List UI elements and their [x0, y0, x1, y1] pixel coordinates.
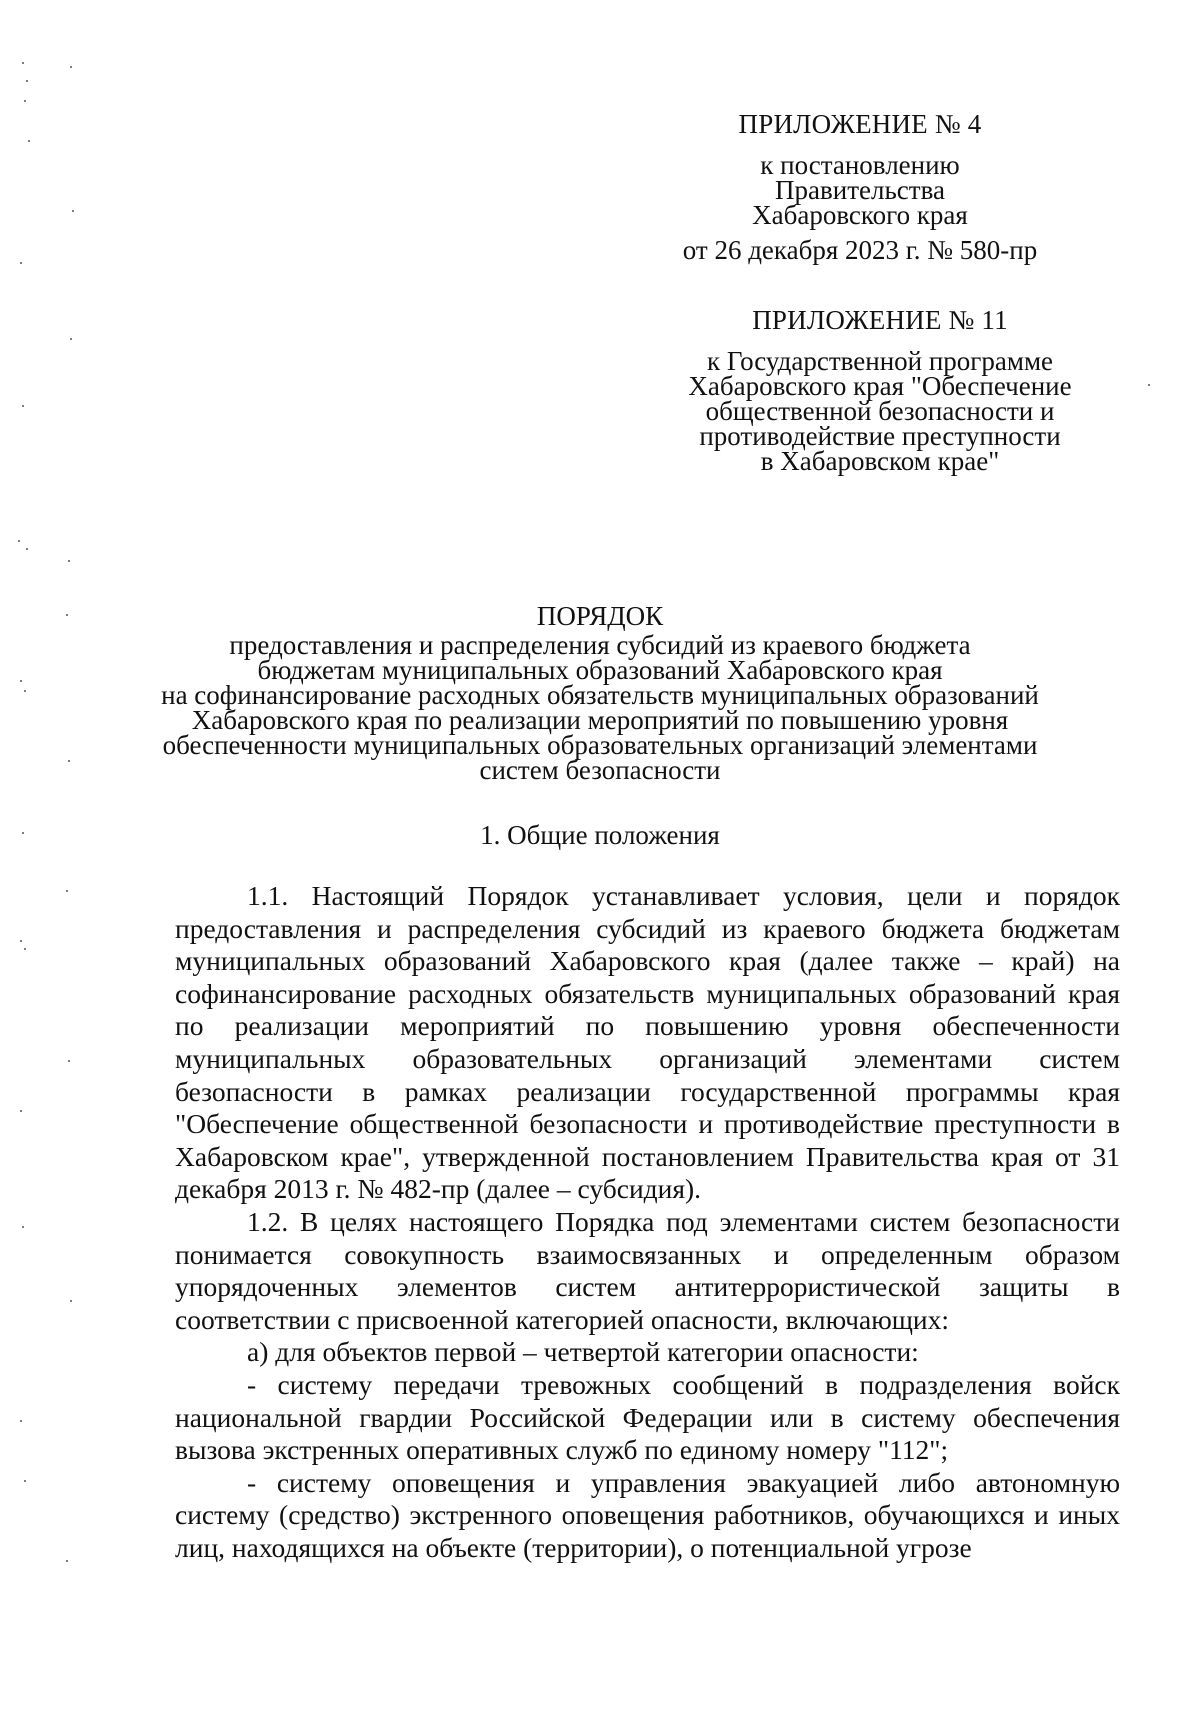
order-title-block	[150, 601, 1050, 785]
scan-speck	[20, 680, 22, 682]
scan-speck	[18, 540, 20, 542]
order-title-line-3: на софинансирование расходных обязательств муниципальных образований	[161, 680, 1039, 710]
list-item-a: а) для объектов первой – четвертой категории опасности:	[247, 1336, 919, 1368]
dash-item-2: - систему оповещения и управления эвакуацией либо автономную систему (средство) экстренного оповещения работников, обучающихся и иных лиц, находящихся на объекте (территории), о потенциальной угрозе	[175, 1466, 1120, 1563]
scan-speck	[1148, 384, 1150, 386]
scan-speck	[20, 940, 22, 942]
scan-speck	[22, 1226, 24, 1228]
scan-speck	[70, 66, 72, 68]
annex-11-line-4: противодействие преступности	[699, 421, 1061, 451]
order-title-line-2: бюджетам муниципальных образований Хабаровского края	[257, 655, 943, 685]
scan-speck	[24, 690, 26, 692]
dash-item-1: - систему передачи тревожных сообщений в подразделения войск национальной гвардии Российской Федерации или в систему обеспечения вызова экстренных оперативных служб по единому номеру "112";	[175, 1368, 1120, 1466]
order-title-line-1: предоставления и распределения субсидий из краевого бюджета	[229, 630, 971, 660]
section-1-heading: 1. Общие положения	[480, 820, 720, 850]
scan-speck	[66, 1560, 68, 1562]
scan-speck	[68, 560, 70, 562]
annex-11-title: ПРИЛОЖЕНИЕ № 11	[752, 305, 1008, 335]
scan-speck	[24, 948, 26, 950]
annex-11-line-5: в Хабаровском крае"	[760, 446, 1000, 476]
scan-speck	[24, 1480, 26, 1482]
scan-speck	[24, 100, 26, 102]
scan-speck	[22, 62, 24, 64]
order-title-line-4: Хабаровского края по реализации мероприятий по повышению уровня	[191, 705, 1009, 735]
scan-speck	[72, 210, 74, 212]
scan-speck	[20, 262, 22, 264]
annex-11-line-2: Хабаровского края "Обеспечение	[688, 371, 1072, 401]
scan-speck	[20, 1110, 22, 1112]
scan-speck	[26, 80, 28, 82]
scan-speck	[66, 890, 68, 892]
annex-4-block	[655, 109, 1065, 265]
scan-speck	[28, 140, 30, 142]
scan-speck	[68, 1060, 70, 1062]
annex-11-block	[650, 305, 1110, 476]
scan-speck	[66, 614, 68, 616]
scan-speck	[70, 338, 72, 340]
annex-11-line-3: общественной безопасности и	[705, 396, 1055, 426]
document-body	[175, 880, 1120, 1564]
annex-4-line-1: к постановлению	[760, 150, 960, 180]
scan-speck	[26, 548, 28, 550]
scan-speck	[22, 405, 24, 407]
annex-4-date-line: от 26 декабря 2023 г. № 580-пр	[682, 235, 1038, 265]
annex-4-line-3: Хабаровского края	[752, 200, 968, 230]
paragraph-1-1: 1.1. Настоящий Порядок устанавливает условия, цели и порядок предоставления и распределения субсидий из краевого бюджета бюджетам муниципальных образований Хабаровского края (далее также – край) на софинансирование расходных обязательств муниципальных образований края по реализации мероприятий по повышению уровня обеспеченности муниципальных образовательных организаций элементами систем безопасности в рамках реализации государственной программы края "Обеспечение общественной безопасности и противодействие преступности в Хабаровском крае", утвержденной постановлением Правительства края от 31 декабря 2013 г. № 482-пр (далее – субсидия).	[175, 880, 1120, 1205]
order-heading: ПОРЯДОК	[536, 601, 664, 631]
scan-speck	[68, 760, 70, 762]
order-title-line-5: обеспеченности муниципальных образовательных организаций элементами	[162, 730, 1038, 760]
annex-11-line-1: к Государственной программе	[706, 346, 1054, 376]
paragraph-1-2: 1.2. В целях настоящего Порядка под элементами систем безопасности понимается совокупность взаимосвязанных и определенным образом упорядоченных элементов систем антитеррористической защиты в соответствии с присвоенной категорией опасности, включающих:	[175, 1205, 1120, 1335]
annex-4-line-2: Правительства	[775, 175, 945, 205]
scan-speck	[70, 1300, 72, 1302]
order-title-line-6: систем безопасности	[479, 755, 721, 785]
annex-4-title: ПРИЛОЖЕНИЕ № 4	[738, 109, 982, 139]
scan-speck	[22, 832, 24, 834]
scan-speck	[20, 1420, 22, 1422]
